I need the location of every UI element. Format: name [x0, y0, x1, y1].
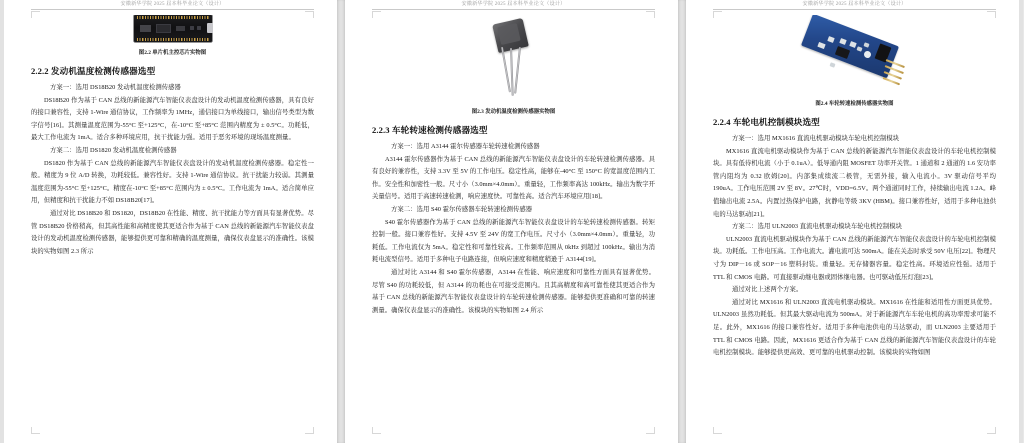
figure-wheel-speed-sensor	[713, 15, 996, 110]
paragraph: 方案一：选用 DS18B20 发动机温度检测传感器	[50, 84, 181, 91]
figure-caption-3: 图2.4 车轮转速检测传感器实物图	[815, 101, 894, 107]
page-separator-2	[678, 0, 686, 443]
paragraph: MX1616 直流电机驱动模块作为基于 CAN 总线的新能源汽车智能仪表盘设计的车轮电机控制模块。具有低待机电流（小于 0.1uA）。低导通内阻 MOSFET 功率开关管。1 通道和 2 通道的 1.6 安功率管内阻均为 0.32 欧姆[20]。内部集成续流二极管，无需外接，输入电流小。3V 驱动信号平均 190uA。工作电压范围 2V 至 8V。27℃时，VDD=6.5V。两个通道同时工作，持续输出电流 1.2A。峰值输出电流 2.5A。内置过热保护电路，抗静电等级 3KV (HBM)。接口兼容性好，适用于多种电池供电的马达驱动[21]。	[713, 147, 996, 218]
section-heading-2-2-2: 2.2.2 发动机温度检测传感器选型	[31, 66, 156, 76]
figure-mcu-board	[31, 15, 314, 59]
page-header-text-1: 安徽新华学院 2025 届本科毕业论文（设计）	[120, 1, 225, 7]
figure-caption-2: 图2.3 发动机温度检测传感器实物图	[471, 109, 556, 115]
paragraph: 方案二：选用 ULN2003 直流电机驱动模块车轮电机控制模块	[732, 223, 903, 231]
document-page-2[interactable]	[345, 0, 678, 443]
paragraph: 通过对比 DS18B20 和 DS1820，DS18B20 在性能、精度、抗干扰能力等方面具有显著优势。尽管 DS18B20 价格稍高，但其高性能和高精度使其更适合作为基于 CAN 总线的新能源汽车智能仪表盘设计的发动机温度检测传感器，能够提供更可靠和精确的温度测量，确保仪表盘显示的准确性。该模块的实物如图 2.3 所示	[31, 209, 314, 255]
right-page-edge	[1019, 0, 1023, 443]
page-separator-1	[337, 0, 345, 443]
section-heading-2-2-3: 2.2.3 车轮转速检测传感器选型	[372, 125, 488, 135]
document-page-3[interactable]	[686, 0, 1019, 443]
document-page-1[interactable]	[4, 0, 337, 443]
page-header-text-2: 安徽新华学院 2025 届本科毕业论文（设计）	[461, 1, 566, 7]
paragraph: 通过对比 A3144 和 S40 霍尔传感器，A3144 在性能、响应速度和可靠性方面具有显著优势。尽管 S40 的功耗较低，但 A3144 的功耗也在可接受范围内。且其高精度和高可靠性使其更适合作为基于 CAN 总线的新能源汽车智能仪表盘设计的车轮转速检测传感器。能够提供更准确和可靠的转速测量。确保仪表盘显示的准确性。该模块的实物如图 2.4 所示	[372, 268, 655, 314]
paragraph: S40 霍尔传感器作为基于 CAN 总线的新能源汽车智能仪表盘设计的车轮转速检测传感器。转矩控制一般。接口兼容性好。支持 4.5V 至 24V 的宽工作电压。尺寸小（3.0mm×4.0mm）。重量轻，功耗低。工作电流仅为 5mA。稳定性和可靠性较高。工作频率范围从 0kHz 到超过 100kHz。输出为消耗电流型信号。适用于多种电子电路连接，但响应速度和精度稍逊于 A3144[19]。	[372, 218, 655, 264]
figure-caption-1: 图2.2 单片机主控芯片实物图	[138, 50, 207, 56]
paragraph: A3144 霍尔传感器作为基于 CAN 总线的新能源汽车智能仪表盘设计的车轮转速检测传感器。具有良好的兼容性，支持 3.3V 至 5V 的工作电压。稳定性高，能够在-40°C 至 150°C 的宽温度范围内工作。安全性和加密性一般。尺寸小（3.0mm×4.0mm）。重量轻，工作频率高达 100kHz。输出为数字开关量信号。适用于高速转速检测，响应速度快。可靠性高。适合汽车环境应用[18]。	[372, 155, 655, 201]
paragraph: DS18B20 作为基于 CAN 总线的新能源汽车智能仪表盘设计的发动机温度检测传感器，具有良好的接口兼容性，支持 1-Wire 通信协议，工作频率为 1MHz，通信接口为单线接口，输出信号类型为数字信号[16]。其测量温度范围为-55°C 至+125°C，在-10°C 至+85°C 范围内精度为 ± 0.5°C。功耗低，最大工作电流为 1mA。适合多种环境应用，抗干扰能力强。适用于恶劣环境的现场温度测量。	[31, 96, 314, 142]
page-header-text-3: 安徽新华学院 2025 届本科毕业论文（设计）	[802, 1, 907, 7]
paragraph: 通过对比 MX1616 和 ULN2003 直流电机驱动模块。MX1616 在性能和适用性方面更具优势。ULN2003 虽然功耗低。但其最大驱动电流为 500mA。对于新能源汽车车轮电机的高功率需求可能不足。此外，MX1616 的接口兼容性好。适用于多种电池供电的马达驱动，而 ULN2003 主要适用于 TTL 和 CMOS 电路。因此，MX1616 更适合作为基于 CAN 总线的新能源汽车智能仪表盘设计的车轮电机控制模块。能够提供更高效、更可靠的电机驱动控制。该模块的实物如图	[713, 298, 996, 357]
temperature-sensor-photo	[471, 15, 557, 101]
figure-temperature-sensor	[372, 15, 655, 118]
paragraph: 通过对比上述两个方案。	[732, 286, 803, 294]
paragraph: 方案一：选用 A3144 霍尔传感器车轮转速检测传感器	[391, 143, 540, 150]
paragraph: 方案二：选用 DS1820 发动机温度检测传感器	[50, 146, 177, 154]
mcu-board-photo	[134, 15, 212, 42]
paragraph: 方案一：选用 MX1616 直流电机驱动模块车轮电机控制模块	[732, 135, 900, 142]
paragraph: DS1820 作为基于 CAN 总线的新能源汽车智能仪表盘设计的发动机温度检测传感器。稳定性一般。精度为 9 位 A/D 转换，功耗较低。兼容性好。支持 1-Wire 通信协议。抗干扰能力较弱。其测量温度范围为-55°C 至+125°C。精度在-10°C 至+85°C 范围内为 ± 0.5°C。工作电流为 1mA。适合简单应用，但精度和抗干扰能力不如 DS18B20[17]。	[31, 159, 314, 205]
wheel-speed-sensor-photo	[800, 15, 910, 93]
section-heading-2-2-4: 2.2.4 车轮电机控制模块选型	[713, 117, 820, 127]
paragraph: 方案二：选用 S40 霍尔传感器车轮转速检测传感器	[391, 205, 533, 213]
paragraph: ULN2003 直流电机驱动模块作为基于 CAN 总线的新能源汽车智能仪表盘设计的车轮电机控制模块。功耗低。工作电压高。工作电流大。灌电流可达 500mA。能在关态时承受 50V 电压[22]。物理尺寸为 DIP－16 或 SOP－16 塑料封装。重量轻。无存储器容量。稳定性高。环境适应性强。适用于 TTL 和 CMOS 电路。可直接驱动继电器或固体继电器。也可驱动低压灯泡[23]。	[713, 235, 996, 281]
